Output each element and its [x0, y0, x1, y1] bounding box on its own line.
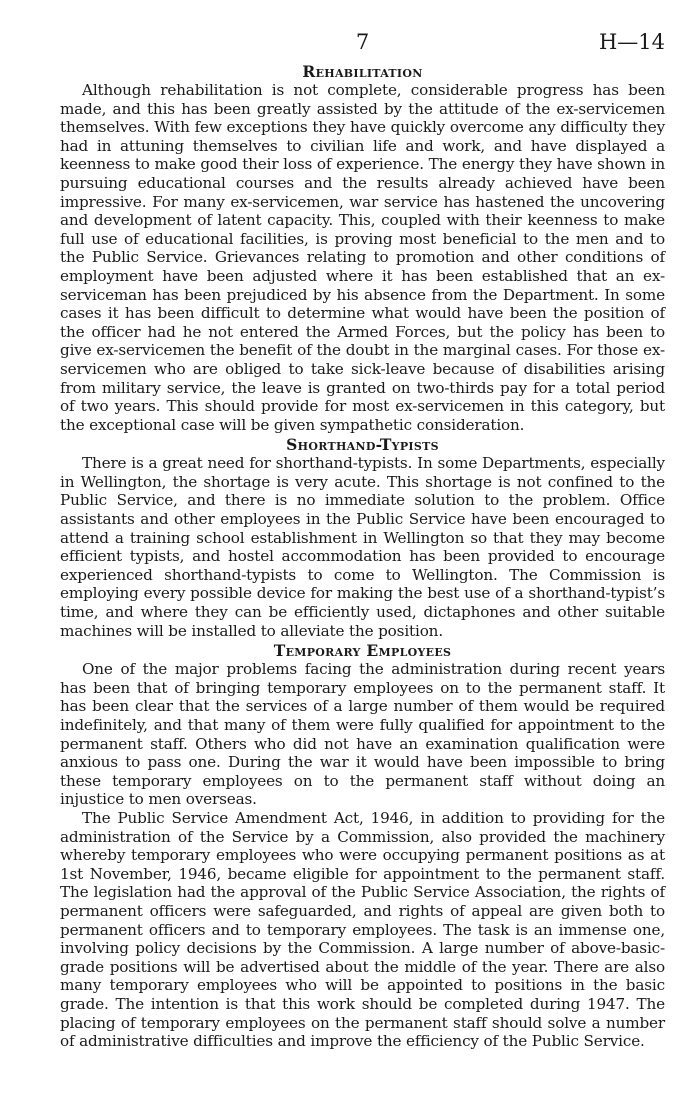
- section-heading: Shorthand-Typists: [286, 435, 439, 455]
- paragraph: One of the major problems facing the administration during recent years has been that of bringing temporary employees on to the permanent staff. It has been clear that the services of a large number of them would be required indefinitely, and that many of them were fully qualified for appointment to the permanent staff. Others who did not have an examination qualification were anxious to pass one. During the war it would have been impossible to bring these temporary employees on to the permanent staff without doing an injustice to men overseas.: [60, 660, 665, 809]
- section-heading: Temporary Employees: [273, 641, 452, 661]
- page-header: [60, 28, 665, 62]
- section-temporary-employees: [60, 641, 665, 1050]
- section-heading: Rehabilitation: [302, 62, 423, 81]
- document-page: [60, 28, 665, 1052]
- document-reference: H—14: [598, 30, 665, 54]
- paragraph: There is a great need for shorthand-typists. In some Departments, especially in Wellington, the shortage is very acute. This shortage is not confined to the Public Service, and there is no immediate solution to the problem. Office assistants and other employees in the Public Service have been encouraged to attend a training school establishment in Wellington so that they may become efficient typists, and hostel accommodation has been provided to encourage experienced shorthand-typists to come to Wellington. The Commission is employing every possible device for making the best use of a shorthand-typist’s time, and where they can be efficiently used, dictaphones and other suitable machines will be installed to alleviate the position.: [60, 454, 665, 640]
- section-rehabilitation: [60, 62, 665, 434]
- page-number: 7: [355, 30, 370, 54]
- section-shorthand-typists: [60, 435, 665, 640]
- paragraph: The Public Service Amendment Act, 1946, in addition to providing for the administration of the Service by a Commission, also provided the machinery whereby temporary employees who were occupying permanent positions as at 1st November, 1946, became eligible for appointment to the permanent staff. The legislation had the approval of the Public Service Association, the rights of permanent officers were safeguarded, and rights of appeal are given both to permanent officers and to temporary employees. The task is an immense one, involving policy decisions by the Commission. A large number of above-basic-grade positions will be advertised about the middle of the year. There are also many temporary employees who will be appointed to positions in the basic grade. The intention is that this work should be completed during 1947. The placing of temporary employees on the permanent staff should solve a number of administrative difficulties and improve the efficiency of the Public Service.: [60, 808, 665, 1051]
- paragraph: Although rehabilitation is not complete, considerable progress has been made, and this has been greatly assisted by the attitude of the ex-servicemen themselves. With few exceptions they have quickly overcome any difficulty they had in attuning themselves to civilian life and work, and have displayed a keenness to make good their loss of experience. The energy they have shown in pursuing educational courses and the results already achieved have been impressive. For many ex-servicemen, war service has hastened the uncovering and development of latent capacity. This, coupled with their keenness to make full use of educational facilities, is proving most beneficial to the men and to the Public Service. Grievances relating to promotion and other conditions of employment have been adjusted where it has been established that an ex-serviceman has been prejudiced by his absence from the Department. In some cases it has been difficult to determine what would have been the position of the officer had he not entered the Armed Forces, but the policy has been to give ex-servicemen the benefit of the doubt in the marginal cases. For those ex-servicemen who are obliged to take sick-leave because of disabilities arising from military service, the leave is granted on two-thirds pay for a total period of two years. This should provide for most ex-servicemen in this category, but the exceptional case will be given sympathetic consideration.: [60, 81, 665, 434]
